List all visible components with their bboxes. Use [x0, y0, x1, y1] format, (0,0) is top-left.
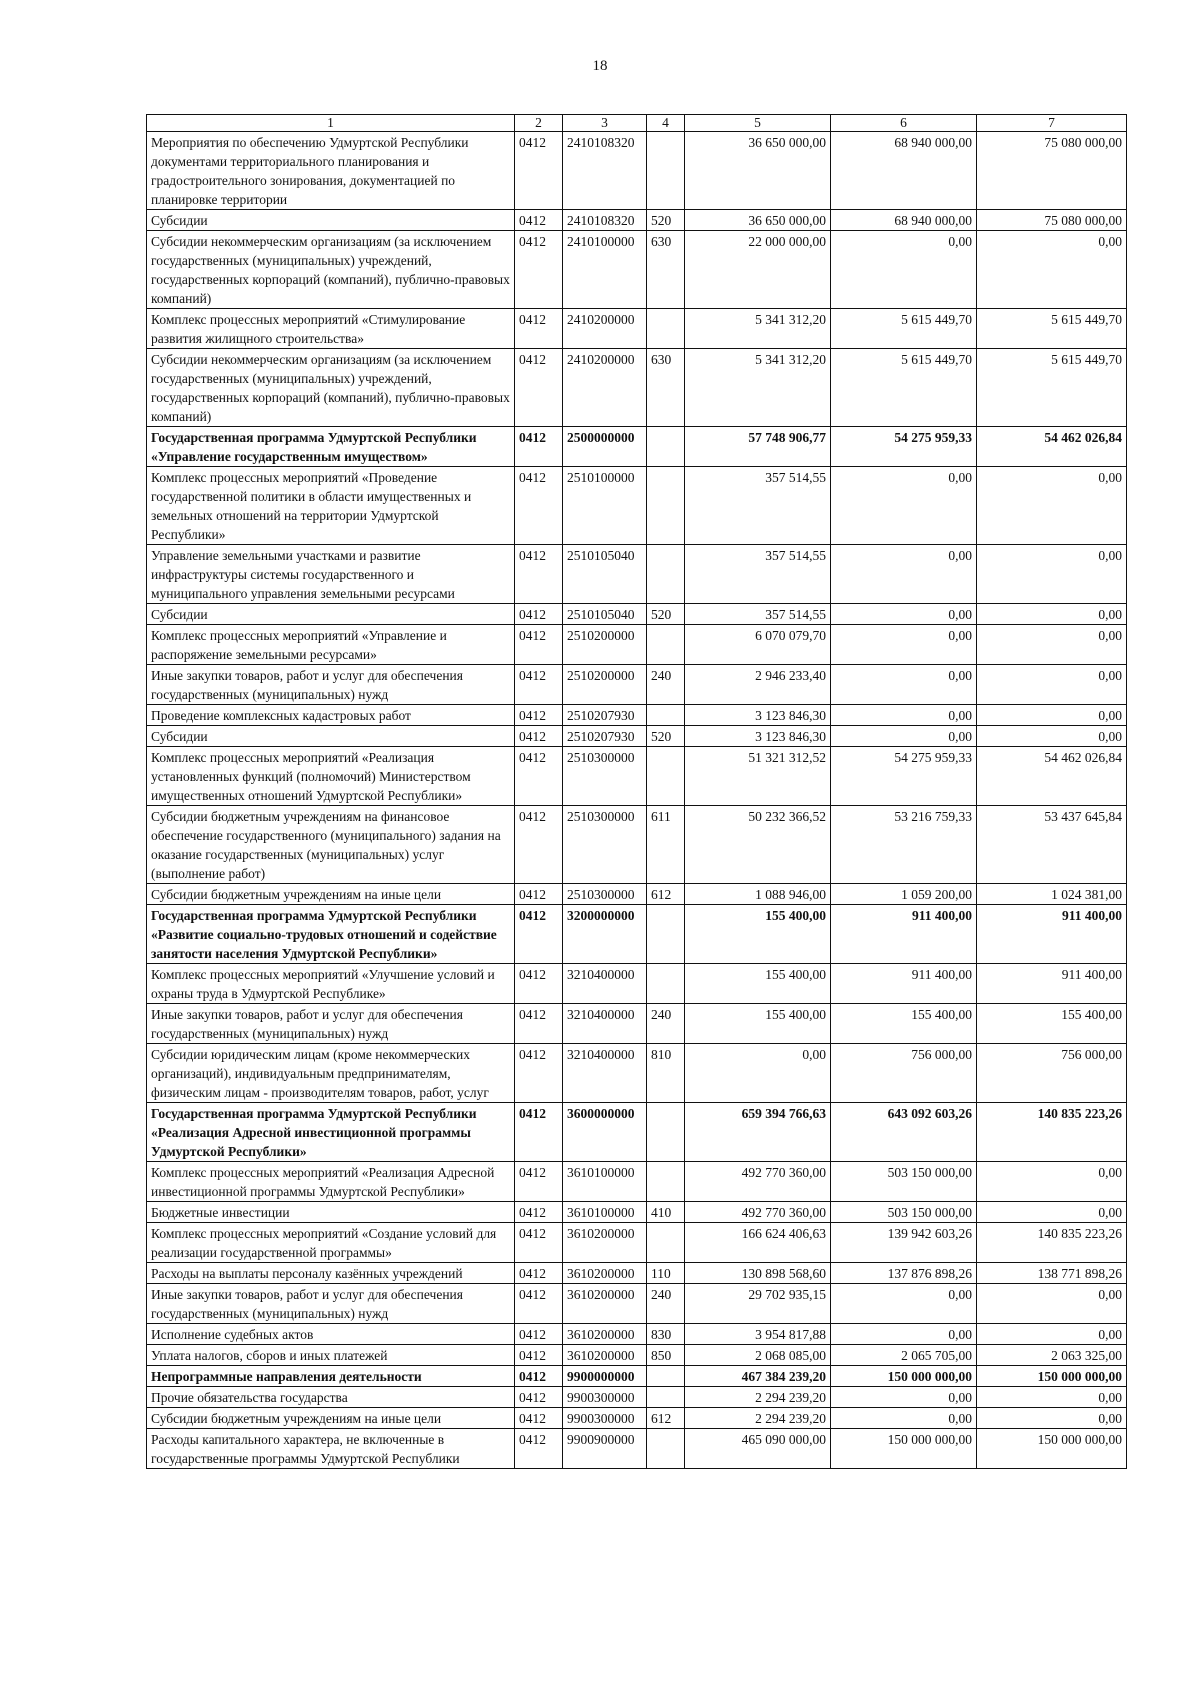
target-article-code: 3600000000 [563, 1103, 647, 1162]
table-row [147, 905, 1127, 964]
amount-col-5: 2 068 085,00 [685, 1345, 831, 1366]
expense-type-code: 240 [647, 1004, 685, 1044]
amount-col-7: 0,00 [977, 625, 1127, 665]
table-row [147, 726, 1127, 747]
budget-table [146, 114, 1127, 1469]
row-name: Прочие обязательства государства [147, 1387, 515, 1408]
amount-col-7: 140 835 223,26 [977, 1103, 1127, 1162]
expense-type-code [647, 1366, 685, 1387]
section-code: 0412 [515, 1202, 563, 1223]
amount-col-5: 467 384 239,20 [685, 1366, 831, 1387]
row-name: Субсидии [147, 726, 515, 747]
amount-col-7: 0,00 [977, 1408, 1127, 1429]
amount-col-5: 29 702 935,15 [685, 1284, 831, 1324]
row-name: Мероприятия по обеспечению Удмуртской Республики документами территориального планирования и градостроительного зонирования, документацией по планировке территории [147, 132, 515, 210]
table-row [147, 884, 1127, 905]
amount-col-5: 0,00 [685, 1044, 831, 1103]
row-name: Уплата налогов, сборов и иных платежей [147, 1345, 515, 1366]
target-article-code: 2510300000 [563, 806, 647, 884]
section-code: 0412 [515, 1044, 563, 1103]
amount-col-6: 68 940 000,00 [831, 210, 977, 231]
table-row [147, 1284, 1127, 1324]
amount-col-5: 465 090 000,00 [685, 1429, 831, 1469]
amount-col-6: 0,00 [831, 231, 977, 309]
expense-type-code [647, 747, 685, 806]
row-name: Субсидии некоммерческим организациям (за исключением государственных (муниципальных) учреждений, государственных корпораций (компаний), публично-правовых компаний) [147, 349, 515, 427]
section-code: 0412 [515, 1103, 563, 1162]
amount-col-5: 166 624 406,63 [685, 1223, 831, 1263]
amount-col-6: 139 942 603,26 [831, 1223, 977, 1263]
table-row [147, 1223, 1127, 1263]
amount-col-7: 140 835 223,26 [977, 1223, 1127, 1263]
target-article-code: 2410200000 [563, 309, 647, 349]
target-article-code: 2410200000 [563, 349, 647, 427]
expense-type-code [647, 1429, 685, 1469]
target-article-code: 2510200000 [563, 665, 647, 705]
column-number: 1 [147, 115, 515, 132]
amount-col-5: 3 954 817,88 [685, 1324, 831, 1345]
expense-type-code: 810 [647, 1044, 685, 1103]
amount-col-7: 0,00 [977, 1387, 1127, 1408]
target-article-code: 3200000000 [563, 905, 647, 964]
amount-col-7: 0,00 [977, 665, 1127, 705]
amount-col-6: 0,00 [831, 545, 977, 604]
amount-col-5: 155 400,00 [685, 905, 831, 964]
page-number: 18 [592, 58, 608, 74]
expense-type-code [647, 625, 685, 665]
amount-col-6: 0,00 [831, 467, 977, 545]
amount-col-5: 22 000 000,00 [685, 231, 831, 309]
amount-col-6: 68 940 000,00 [831, 132, 977, 210]
section-code: 0412 [515, 1345, 563, 1366]
table-row [147, 1162, 1127, 1202]
amount-col-5: 659 394 766,63 [685, 1103, 831, 1162]
amount-col-5: 2 294 239,20 [685, 1408, 831, 1429]
amount-col-5: 357 514,55 [685, 467, 831, 545]
expense-type-code: 240 [647, 665, 685, 705]
section-code: 0412 [515, 210, 563, 231]
amount-col-7: 5 615 449,70 [977, 349, 1127, 427]
target-article-code: 3210400000 [563, 1004, 647, 1044]
row-name: Комплекс процессных мероприятий «Создание условий для реализации государственной программы» [147, 1223, 515, 1263]
table-row [147, 1324, 1127, 1345]
section-code: 0412 [515, 604, 563, 625]
target-article-code: 2510200000 [563, 625, 647, 665]
amount-col-6: 756 000,00 [831, 1044, 977, 1103]
section-code: 0412 [515, 747, 563, 806]
expense-type-code [647, 427, 685, 467]
section-code: 0412 [515, 1387, 563, 1408]
section-code: 0412 [515, 806, 563, 884]
target-article-code: 2510300000 [563, 747, 647, 806]
row-name: Субсидии [147, 210, 515, 231]
amount-col-7: 0,00 [977, 705, 1127, 726]
amount-col-7: 54 462 026,84 [977, 427, 1127, 467]
amount-col-6: 0,00 [831, 665, 977, 705]
section-code: 0412 [515, 665, 563, 705]
expense-type-code: 520 [647, 604, 685, 625]
row-name: Комплекс процессных мероприятий «Стимулирование развития жилищного строительства» [147, 309, 515, 349]
expense-type-code: 110 [647, 1263, 685, 1284]
target-article-code: 2500000000 [563, 427, 647, 467]
amount-col-6: 0,00 [831, 1387, 977, 1408]
row-name: Комплекс процессных мероприятий «Проведение государственной политики в области имущественных и земельных отношений на территории Удмуртской Республики» [147, 467, 515, 545]
row-name: Государственная программа Удмуртской Республики «Управление государственным имуществом» [147, 427, 515, 467]
target-article-code: 9900300000 [563, 1387, 647, 1408]
amount-col-5: 6 070 079,70 [685, 625, 831, 665]
table-row [147, 1429, 1127, 1469]
amount-col-5: 2 294 239,20 [685, 1387, 831, 1408]
expense-type-code: 240 [647, 1284, 685, 1324]
amount-col-6: 150 000 000,00 [831, 1366, 977, 1387]
expense-type-code: 410 [647, 1202, 685, 1223]
amount-col-5: 36 650 000,00 [685, 210, 831, 231]
amount-col-6: 0,00 [831, 705, 977, 726]
amount-col-7: 75 080 000,00 [977, 210, 1127, 231]
table-row [147, 1408, 1127, 1429]
expense-type-code: 630 [647, 349, 685, 427]
target-article-code: 2510207930 [563, 726, 647, 747]
row-name: Бюджетные инвестиции [147, 1202, 515, 1223]
section-code: 0412 [515, 726, 563, 747]
amount-col-6: 0,00 [831, 1408, 977, 1429]
expense-type-code [647, 1223, 685, 1263]
expense-type-code [647, 545, 685, 604]
table-row [147, 964, 1127, 1004]
row-name: Иные закупки товаров, работ и услуг для обеспечения государственных (муниципальных) нужд [147, 1284, 515, 1324]
column-number: 7 [977, 115, 1127, 132]
section-code: 0412 [515, 231, 563, 309]
target-article-code: 2510300000 [563, 884, 647, 905]
row-name: Комплекс процессных мероприятий «Улучшение условий и охраны труда в Удмуртской Республике» [147, 964, 515, 1004]
table-row [147, 427, 1127, 467]
row-name: Субсидии бюджетным учреждениям на иные цели [147, 884, 515, 905]
target-article-code: 2510105040 [563, 545, 647, 604]
table-row [147, 545, 1127, 604]
section-code: 0412 [515, 132, 563, 210]
table-row [147, 132, 1127, 210]
amount-col-7: 911 400,00 [977, 964, 1127, 1004]
expense-type-code [647, 309, 685, 349]
expense-type-code [647, 1387, 685, 1408]
section-code: 0412 [515, 625, 563, 665]
section-code: 0412 [515, 884, 563, 905]
amount-col-6: 5 615 449,70 [831, 349, 977, 427]
table-row [147, 806, 1127, 884]
amount-col-7: 138 771 898,26 [977, 1263, 1127, 1284]
section-code: 0412 [515, 1162, 563, 1202]
amount-col-7: 0,00 [977, 726, 1127, 747]
amount-col-7: 54 462 026,84 [977, 747, 1127, 806]
target-article-code: 3610200000 [563, 1223, 647, 1263]
amount-col-7: 0,00 [977, 1202, 1127, 1223]
row-name: Управление земельными участками и развитие инфраструктуры системы государственного и муниципального управления земельными ресурсами [147, 545, 515, 604]
amount-col-6: 54 275 959,33 [831, 427, 977, 467]
amount-col-5: 50 232 366,52 [685, 806, 831, 884]
row-name: Иные закупки товаров, работ и услуг для обеспечения государственных (муниципальных) нужд [147, 665, 515, 705]
expense-type-code: 520 [647, 210, 685, 231]
table-row [147, 625, 1127, 665]
amount-col-5: 57 748 906,77 [685, 427, 831, 467]
table-body [147, 115, 1127, 1469]
amount-col-7: 0,00 [977, 1324, 1127, 1345]
target-article-code: 9900300000 [563, 1408, 647, 1429]
expense-type-code: 612 [647, 884, 685, 905]
table-row [147, 467, 1127, 545]
target-article-code: 3610200000 [563, 1284, 647, 1324]
amount-col-5: 3 123 846,30 [685, 726, 831, 747]
amount-col-7: 0,00 [977, 545, 1127, 604]
target-article-code: 3210400000 [563, 964, 647, 1004]
section-code: 0412 [515, 1004, 563, 1044]
amount-col-5: 5 341 312,20 [685, 309, 831, 349]
column-number: 2 [515, 115, 563, 132]
table-row [147, 349, 1127, 427]
table-row [147, 1263, 1127, 1284]
row-name: Расходы капитального характера, не включенные в государственные программы Удмуртской Республики [147, 1429, 515, 1469]
target-article-code: 2410108320 [563, 210, 647, 231]
amount-col-6: 503 150 000,00 [831, 1162, 977, 1202]
row-name: Комплекс процессных мероприятий «Реализация Адресной инвестиционной программы Удмуртской Республики» [147, 1162, 515, 1202]
amount-col-7: 53 437 645,84 [977, 806, 1127, 884]
section-code: 0412 [515, 1284, 563, 1324]
expense-type-code: 630 [647, 231, 685, 309]
section-code: 0412 [515, 1408, 563, 1429]
target-article-code: 9900000000 [563, 1366, 647, 1387]
table-row [147, 665, 1127, 705]
expense-type-code: 520 [647, 726, 685, 747]
amount-col-6: 0,00 [831, 1284, 977, 1324]
amount-col-6: 911 400,00 [831, 964, 977, 1004]
section-code: 0412 [515, 349, 563, 427]
amount-col-5: 51 321 312,52 [685, 747, 831, 806]
target-article-code: 3610200000 [563, 1324, 647, 1345]
table-row [147, 604, 1127, 625]
section-code: 0412 [515, 545, 563, 604]
section-code: 0412 [515, 905, 563, 964]
amount-col-7: 0,00 [977, 231, 1127, 309]
amount-col-5: 155 400,00 [685, 1004, 831, 1044]
amount-col-6: 5 615 449,70 [831, 309, 977, 349]
target-article-code: 2410100000 [563, 231, 647, 309]
table-row [147, 309, 1127, 349]
target-article-code: 2510207930 [563, 705, 647, 726]
row-name: Иные закупки товаров, работ и услуг для обеспечения государственных (муниципальных) нужд [147, 1004, 515, 1044]
amount-col-6: 0,00 [831, 604, 977, 625]
table-row [147, 210, 1127, 231]
amount-col-6: 643 092 603,26 [831, 1103, 977, 1162]
row-name: Субсидии некоммерческим организациям (за исключением государственных (муниципальных) учреждений, государственных корпораций (компаний), публично-правовых компаний) [147, 231, 515, 309]
row-name: Субсидии бюджетным учреждениям на иные цели [147, 1408, 515, 1429]
amount-col-6: 0,00 [831, 625, 977, 665]
amount-col-6: 1 059 200,00 [831, 884, 977, 905]
target-article-code: 2410108320 [563, 132, 647, 210]
table-row [147, 1345, 1127, 1366]
amount-col-7: 0,00 [977, 1284, 1127, 1324]
expense-type-code: 611 [647, 806, 685, 884]
amount-col-5: 357 514,55 [685, 545, 831, 604]
target-article-code: 3210400000 [563, 1044, 647, 1103]
amount-col-7: 0,00 [977, 604, 1127, 625]
row-name: Государственная программа Удмуртской Республики «Развитие социально-трудовых отношений и содействие занятости населения Удмуртской Республики» [147, 905, 515, 964]
row-name: Комплекс процессных мероприятий «Реализация установленных функций (полномочий) Министерством имущественных отношений Удмуртской Республики» [147, 747, 515, 806]
amount-col-7: 911 400,00 [977, 905, 1127, 964]
expense-type-code: 612 [647, 1408, 685, 1429]
amount-col-6: 53 216 759,33 [831, 806, 977, 884]
expense-type-code [647, 467, 685, 545]
section-code: 0412 [515, 705, 563, 726]
target-article-code: 2510105040 [563, 604, 647, 625]
target-article-code: 3610100000 [563, 1202, 647, 1223]
row-name: Непрограммные направления деятельности [147, 1366, 515, 1387]
expense-type-code [647, 1103, 685, 1162]
amount-col-7: 75 080 000,00 [977, 132, 1127, 210]
amount-col-7: 150 000 000,00 [977, 1429, 1127, 1469]
amount-col-5: 3 123 846,30 [685, 705, 831, 726]
column-number: 5 [685, 115, 831, 132]
amount-col-6: 0,00 [831, 1324, 977, 1345]
amount-col-7: 5 615 449,70 [977, 309, 1127, 349]
row-name: Субсидии юридическим лицам (кроме некоммерческих организаций), индивидуальным предпринимателям, физическим лицам - производителям товаров, работ, услуг [147, 1044, 515, 1103]
row-name: Проведение комплексных кадастровых работ [147, 705, 515, 726]
row-name: Субсидии [147, 604, 515, 625]
amount-col-7: 1 024 381,00 [977, 884, 1127, 905]
amount-col-7: 2 063 325,00 [977, 1345, 1127, 1366]
target-article-code: 3610200000 [563, 1345, 647, 1366]
section-code: 0412 [515, 427, 563, 467]
column-number-row [147, 115, 1127, 132]
amount-col-6: 2 065 705,00 [831, 1345, 977, 1366]
row-name: Комплекс процессных мероприятий «Управление и распоряжение земельными ресурсами» [147, 625, 515, 665]
section-code: 0412 [515, 1366, 563, 1387]
amount-col-6: 155 400,00 [831, 1004, 977, 1044]
expense-type-code [647, 132, 685, 210]
amount-col-6: 0,00 [831, 726, 977, 747]
amount-col-6: 503 150 000,00 [831, 1202, 977, 1223]
amount-col-5: 2 946 233,40 [685, 665, 831, 705]
table-row [147, 1004, 1127, 1044]
row-name: Расходы на выплаты персоналу казённых учреждений [147, 1263, 515, 1284]
amount-col-6: 137 876 898,26 [831, 1263, 977, 1284]
table-row [147, 1202, 1127, 1223]
amount-col-5: 492 770 360,00 [685, 1202, 831, 1223]
amount-col-6: 54 275 959,33 [831, 747, 977, 806]
row-name: Исполнение судебных актов [147, 1324, 515, 1345]
expense-type-code: 830 [647, 1324, 685, 1345]
expense-type-code [647, 1162, 685, 1202]
column-number: 6 [831, 115, 977, 132]
expense-type-code [647, 705, 685, 726]
amount-col-7: 155 400,00 [977, 1004, 1127, 1044]
expense-type-code [647, 905, 685, 964]
target-article-code: 3610200000 [563, 1263, 647, 1284]
column-number: 3 [563, 115, 647, 132]
amount-col-7: 0,00 [977, 467, 1127, 545]
target-article-code: 2510100000 [563, 467, 647, 545]
target-article-code: 3610100000 [563, 1162, 647, 1202]
table-row [147, 231, 1127, 309]
amount-col-5: 155 400,00 [685, 964, 831, 1004]
amount-col-5: 1 088 946,00 [685, 884, 831, 905]
amount-col-5: 492 770 360,00 [685, 1162, 831, 1202]
amount-col-5: 357 514,55 [685, 604, 831, 625]
table-row [147, 705, 1127, 726]
amount-col-5: 36 650 000,00 [685, 132, 831, 210]
expense-type-code [647, 964, 685, 1004]
section-code: 0412 [515, 309, 563, 349]
amount-col-7: 0,00 [977, 1162, 1127, 1202]
row-name: Государственная программа Удмуртской Республики «Реализация Адресной инвестиционной программы Удмуртской Республики» [147, 1103, 515, 1162]
table-row [147, 1387, 1127, 1408]
amount-col-6: 911 400,00 [831, 905, 977, 964]
amount-col-6: 150 000 000,00 [831, 1429, 977, 1469]
table-row [147, 1044, 1127, 1103]
amount-col-5: 130 898 568,60 [685, 1263, 831, 1284]
table-row [147, 1366, 1127, 1387]
section-code: 0412 [515, 1263, 563, 1284]
amount-col-7: 150 000 000,00 [977, 1366, 1127, 1387]
amount-col-7: 756 000,00 [977, 1044, 1127, 1103]
table-row [147, 747, 1127, 806]
section-code: 0412 [515, 467, 563, 545]
section-code: 0412 [515, 964, 563, 1004]
row-name: Субсидии бюджетным учреждениям на финансовое обеспечение государственного (муниципального) задания на оказание государственных (муниципальных) услуг (выполнение работ) [147, 806, 515, 884]
expense-type-code: 850 [647, 1345, 685, 1366]
target-article-code: 9900900000 [563, 1429, 647, 1469]
section-code: 0412 [515, 1324, 563, 1345]
amount-col-5: 5 341 312,20 [685, 349, 831, 427]
table-row [147, 1103, 1127, 1162]
section-code: 0412 [515, 1223, 563, 1263]
column-number: 4 [647, 115, 685, 132]
section-code: 0412 [515, 1429, 563, 1469]
